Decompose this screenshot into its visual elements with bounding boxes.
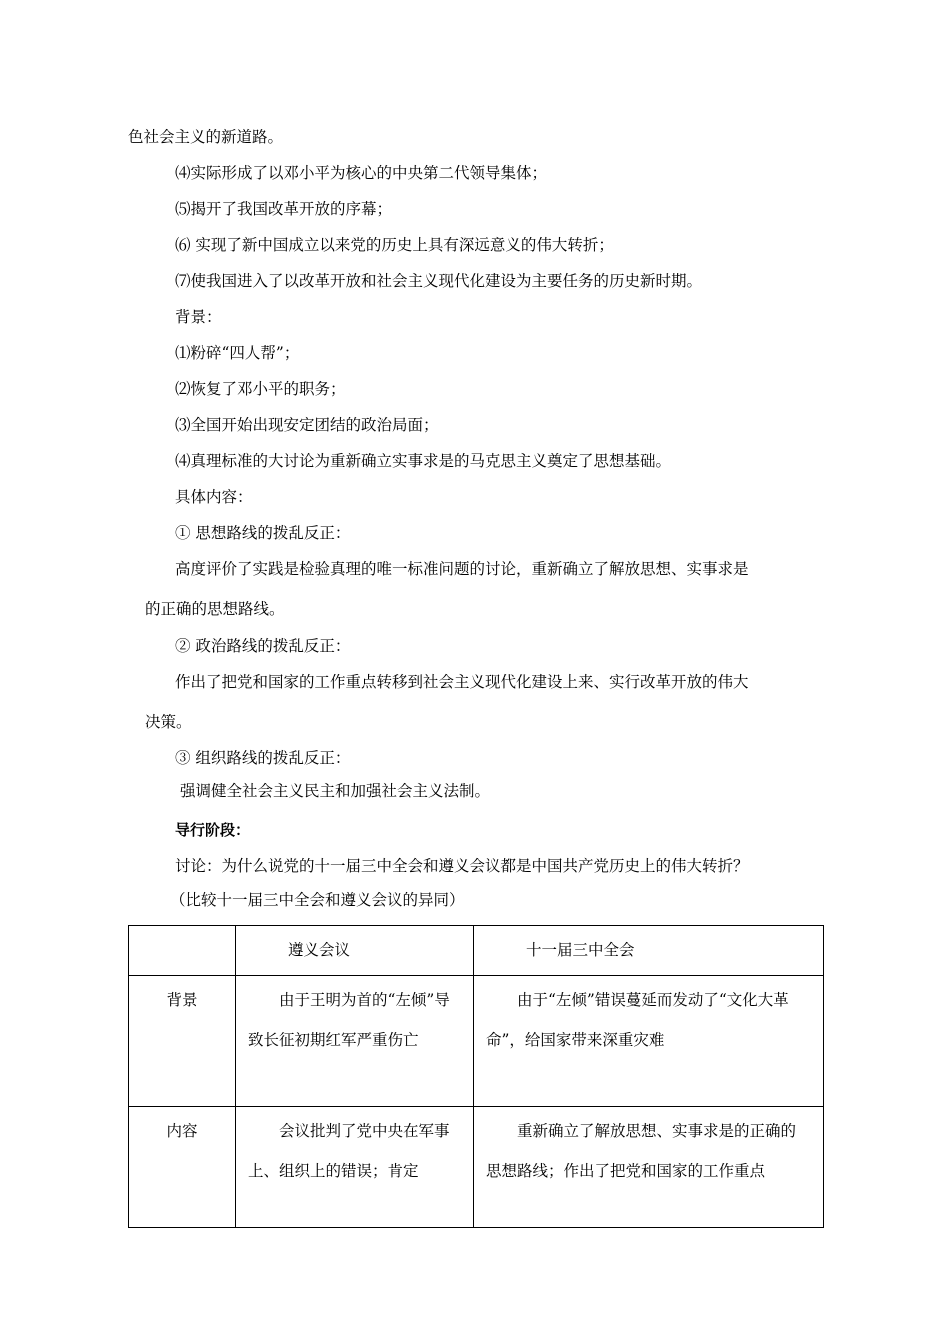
text-line: 决策。 <box>145 713 192 731</box>
table-header-cell <box>474 926 824 976</box>
text-line: ⑴粉碎“四人帮”； <box>175 344 300 362</box>
text-line: ⑸揭开了我国改革开放的序幕； <box>175 200 393 218</box>
section-label-background: 背景： <box>175 308 222 326</box>
subheading-political-line: ② 政治路线的拨乱反正： <box>175 637 351 655</box>
cell-zunyi-content: 会议批判了党中央在军事上、组织上的错误；肯定 <box>248 1122 450 1180</box>
table-header-row <box>129 926 824 976</box>
table-row <box>129 1107 824 1228</box>
table-header-cell <box>236 926 474 976</box>
text-line: 作出了把党和国家的工作重点转移到社会主义现代化建设上来、实行改革开放的伟大 <box>175 673 749 691</box>
text-line: ⑹ 实现了新中国成立以来党的历史上具有深远意义的伟大转折； <box>175 236 614 254</box>
text-line: 色社会主义的新道路。 <box>128 128 284 146</box>
table-cell <box>474 1107 824 1228</box>
section-heading-guided-stage: 导行阶段： <box>175 821 251 839</box>
subheading-ideological-line: ① 思想路线的拨乱反正： <box>175 524 351 542</box>
header-plenum: 十一届三中全会 <box>526 941 635 959</box>
table-cell <box>474 976 824 1107</box>
text-line: ⑶全国开始出现安定团结的政治局面； <box>175 416 439 434</box>
table-header-cell-empty <box>129 926 236 976</box>
cell-plenum-background: 由于“左倾”错误蔓延而发动了“文化大革命”，给国家带来深重灾难 <box>486 991 789 1049</box>
discussion-note: （比较十一届三中全会和遵义会议的异同） <box>170 891 465 909</box>
subheading-organizational-line: ③ 组织路线的拨乱反正： <box>175 749 351 767</box>
table-row-label <box>129 976 236 1107</box>
discussion-question: 讨论：为什么说党的十一届三中全会和遵义会议都是中国共产党历史上的伟大转折？ <box>175 857 749 875</box>
table-cell <box>236 976 474 1107</box>
text-line: 的正确的思想路线。 <box>145 600 285 618</box>
row-label-content: 内容 <box>166 1122 198 1140</box>
text-line: 高度评价了实践是检验真理的唯一标准问题的讨论，重新确立了解放思想、实事求是 <box>175 560 749 578</box>
text-line: 强调健全社会主义民主和加强社会主义法制。 <box>180 782 491 800</box>
cell-zunyi-background: 由于王明为首的“左倾”导致长征初期红军严重伤亡 <box>248 991 450 1049</box>
table-row-label <box>129 1107 236 1228</box>
table-cell <box>236 1107 474 1228</box>
text-line: ⑷实际形成了以邓小平为核心的中央第二代领导集体； <box>175 164 548 182</box>
table-row <box>129 976 824 1107</box>
comparison-table <box>128 925 824 1228</box>
row-label-background: 背景 <box>166 991 198 1009</box>
cell-plenum-content: 重新确立了解放思想、实事求是的正确的思想路线；作出了把党和国家的工作重点 <box>486 1122 797 1180</box>
text-line: ⑷真理标准的大讨论为重新确立实事求是的马克思主义奠定了思想基础。 <box>175 452 672 470</box>
header-zunyi: 遵义会议 <box>288 941 351 959</box>
text-line: ⑵恢复了邓小平的职务； <box>175 380 346 398</box>
section-label-content: 具体内容： <box>175 488 253 506</box>
text-line: ⑺使我国进入了以改革开放和社会主义现代化建设为主要任务的历史新时期。 <box>175 272 703 290</box>
